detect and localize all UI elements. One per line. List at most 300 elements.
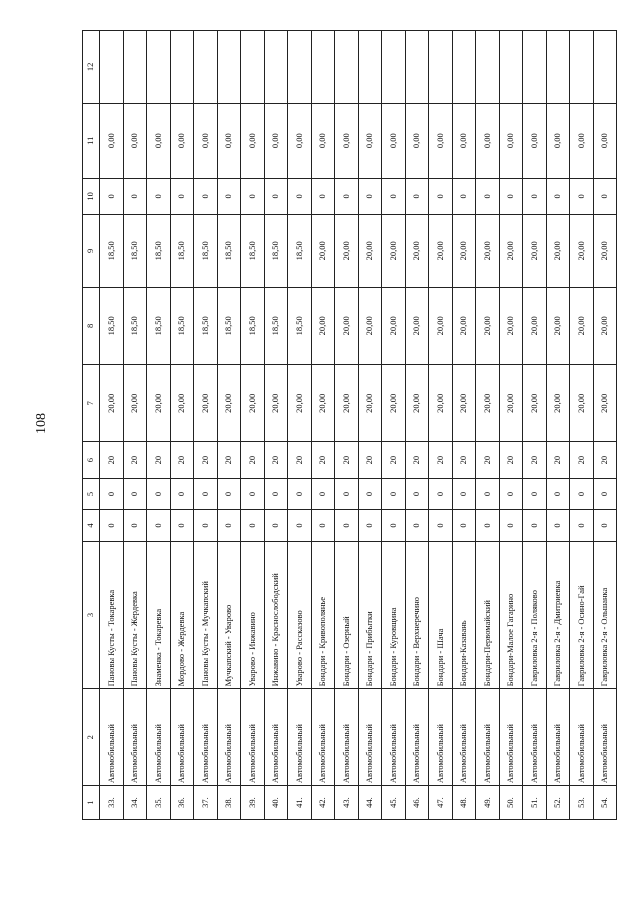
table-cell: Пановы Кусты - Токаревка xyxy=(100,541,124,689)
table-cell: 53. xyxy=(570,786,594,820)
table-cell: 0 xyxy=(264,178,288,214)
table-cell: 0 xyxy=(170,478,194,509)
table-cell: 0 xyxy=(499,510,523,541)
table-cell: Автомобильный xyxy=(499,689,523,786)
table-cell: 0 xyxy=(499,478,523,509)
table-cell: 20,00 xyxy=(288,365,312,442)
table-cell: 20,00 xyxy=(311,215,335,288)
table-cell: 20,00 xyxy=(335,287,359,364)
table-cell: 0 xyxy=(382,510,406,541)
table-cell: 0 xyxy=(217,478,241,509)
table-cell: 0,00 xyxy=(100,103,124,178)
table-cell: 0,00 xyxy=(217,103,241,178)
table-cell: Бондари - Кривополянье xyxy=(311,541,335,689)
table-cell: 0,00 xyxy=(429,103,453,178)
table-row xyxy=(523,31,547,820)
table-row xyxy=(593,31,617,820)
table-cell xyxy=(593,31,617,104)
table-cell: 20,00 xyxy=(452,287,476,364)
table-cell: 0 xyxy=(311,178,335,214)
table-header-row xyxy=(83,31,100,820)
table-cell: 20,00 xyxy=(358,215,382,288)
table-cell: 0 xyxy=(170,178,194,214)
table-cell: 0 xyxy=(593,478,617,509)
table-cell: Бондари-Малое Гагарино xyxy=(499,541,523,689)
table-cell: Гавриловка 2-я - Поляково xyxy=(523,541,547,689)
table-cell: 0,00 xyxy=(335,103,359,178)
table-cell xyxy=(100,31,124,104)
table-cell: 0 xyxy=(123,178,147,214)
table-cell: 20,00 xyxy=(147,365,171,442)
table-cell: 0 xyxy=(170,510,194,541)
table-cell xyxy=(170,31,194,104)
table-cell: 20,00 xyxy=(476,215,500,288)
table-cell: 18,50 xyxy=(123,215,147,288)
table-cell: Бондари - Верхнеречино xyxy=(405,541,429,689)
table-cell: Гавриловка 2-я - Осино-Гай xyxy=(570,541,594,689)
table-cell: 20,00 xyxy=(123,365,147,442)
table-cell: 20,00 xyxy=(546,215,570,288)
table-cell xyxy=(523,31,547,104)
table-cell: 20 xyxy=(429,442,453,478)
table-cell: 20 xyxy=(570,442,594,478)
table-cell: 39. xyxy=(241,786,265,820)
table-cell: Бондари - Прибытки xyxy=(358,541,382,689)
table-cell xyxy=(194,31,218,104)
table-cell: 20,00 xyxy=(264,365,288,442)
table-cell xyxy=(147,31,171,104)
table-row xyxy=(288,31,312,820)
table-cell: 0 xyxy=(311,510,335,541)
table-cell xyxy=(311,31,335,104)
table-cell: 18,50 xyxy=(170,215,194,288)
table-cell: 0 xyxy=(570,478,594,509)
table-cell: 20,00 xyxy=(546,365,570,442)
table-cell: 0 xyxy=(217,510,241,541)
table-cell xyxy=(288,31,312,104)
table-cell: 20 xyxy=(593,442,617,478)
table-cell: 20,00 xyxy=(217,365,241,442)
table-cell: 18,50 xyxy=(241,215,265,288)
table-cell: 20,00 xyxy=(405,215,429,288)
table-cell xyxy=(499,31,523,104)
table-cell: 20,00 xyxy=(499,287,523,364)
table-cell: 0 xyxy=(288,510,312,541)
table-cell: 43. xyxy=(335,786,359,820)
table-cell: 0 xyxy=(194,510,218,541)
table-cell: 0,00 xyxy=(499,103,523,178)
table-cell: 0 xyxy=(264,478,288,509)
table-cell: Автомобильный xyxy=(217,689,241,786)
table-cell: 0,00 xyxy=(123,103,147,178)
table-cell: 18,50 xyxy=(194,215,218,288)
table-cell: 0 xyxy=(523,178,547,214)
table-cell: 0 xyxy=(288,178,312,214)
table-cell: Автомобильный xyxy=(570,689,594,786)
table-body xyxy=(100,31,617,820)
table-cell: 0 xyxy=(382,178,406,214)
table-cell: 36. xyxy=(170,786,194,820)
table-cell xyxy=(358,31,382,104)
table-cell: Бондари - Куровщина xyxy=(382,541,406,689)
table-cell: 0 xyxy=(405,178,429,214)
column-header: 9 xyxy=(83,215,100,288)
table-cell: 20 xyxy=(194,442,218,478)
table-cell: 0 xyxy=(476,178,500,214)
table-cell: 0,00 xyxy=(311,103,335,178)
table-cell: 52. xyxy=(546,786,570,820)
table-row xyxy=(570,31,594,820)
table-row xyxy=(546,31,570,820)
table-cell: 0 xyxy=(546,478,570,509)
table-cell: 18,50 xyxy=(194,287,218,364)
table-cell: 20 xyxy=(288,442,312,478)
rotated-table-container xyxy=(82,30,617,820)
table-cell: 20,00 xyxy=(429,365,453,442)
table-cell xyxy=(217,31,241,104)
table-cell: 20,00 xyxy=(335,215,359,288)
table-cell: 0 xyxy=(241,510,265,541)
table-cell: 0,00 xyxy=(241,103,265,178)
table-cell xyxy=(546,31,570,104)
table-cell: 20,00 xyxy=(523,365,547,442)
table-cell: Пановы Кусты - Мучкапский xyxy=(194,541,218,689)
table-cell: 20 xyxy=(311,442,335,478)
table-cell: Автомобильный xyxy=(476,689,500,786)
table-cell: 18,50 xyxy=(264,287,288,364)
table-cell: 20 xyxy=(217,442,241,478)
table-cell: 0 xyxy=(405,510,429,541)
table-cell: Автомобильный xyxy=(194,689,218,786)
table-cell: 20 xyxy=(523,442,547,478)
column-header: 3 xyxy=(83,541,100,689)
table-cell: Бондари-Казавань xyxy=(452,541,476,689)
column-header: 1 xyxy=(83,786,100,820)
table-cell: 20,00 xyxy=(358,287,382,364)
table-cell: 20,00 xyxy=(476,287,500,364)
table-cell: 0 xyxy=(264,510,288,541)
table-cell: 0,00 xyxy=(358,103,382,178)
column-header: 7 xyxy=(83,365,100,442)
column-header: 8 xyxy=(83,287,100,364)
page-number: 108 xyxy=(34,413,49,434)
table-cell: 0 xyxy=(194,478,218,509)
table-cell: Автомобильный xyxy=(335,689,359,786)
table-cell: 54. xyxy=(593,786,617,820)
table-cell: 35. xyxy=(147,786,171,820)
table-cell: 20,00 xyxy=(570,365,594,442)
table-cell: Мордово - Жердевка xyxy=(170,541,194,689)
table-cell: 0 xyxy=(147,478,171,509)
table-cell: 0 xyxy=(570,178,594,214)
table-cell: Автомобильный xyxy=(288,689,312,786)
table-cell: 0 xyxy=(123,478,147,509)
table-cell: 0 xyxy=(100,510,124,541)
table-cell: 18,50 xyxy=(147,287,171,364)
table-cell: 20,00 xyxy=(100,365,124,442)
table-cell: 0,00 xyxy=(170,103,194,178)
table-cell: 20,00 xyxy=(523,215,547,288)
table-cell: 18,50 xyxy=(123,287,147,364)
column-header: 2 xyxy=(83,689,100,786)
table-cell: 18,50 xyxy=(100,215,124,288)
table-cell xyxy=(570,31,594,104)
table-cell: 20,00 xyxy=(170,365,194,442)
table-cell: 0 xyxy=(429,178,453,214)
table-cell: 20 xyxy=(476,442,500,478)
column-header: 10 xyxy=(83,178,100,214)
table-cell: 0 xyxy=(499,178,523,214)
table-cell: 0 xyxy=(429,510,453,541)
table-cell: 20,00 xyxy=(311,287,335,364)
table-cell: 0,00 xyxy=(382,103,406,178)
table-cell: 44. xyxy=(358,786,382,820)
table-cell: Автомобильный xyxy=(429,689,453,786)
table-cell: 0 xyxy=(147,510,171,541)
table-cell: 20,00 xyxy=(476,365,500,442)
table-row xyxy=(264,31,288,820)
table-cell: 20,00 xyxy=(358,365,382,442)
table-cell: 0,00 xyxy=(264,103,288,178)
table-row xyxy=(170,31,194,820)
table-cell: 0 xyxy=(335,510,359,541)
table-cell: 20,00 xyxy=(593,215,617,288)
table-cell: 20,00 xyxy=(570,215,594,288)
table-cell: 45. xyxy=(382,786,406,820)
table-cell: 20,00 xyxy=(194,365,218,442)
table-cell: Автомобильный xyxy=(523,689,547,786)
table-cell: Автомобильный xyxy=(264,689,288,786)
table-row xyxy=(382,31,406,820)
table-row xyxy=(405,31,429,820)
table-cell: 0 xyxy=(476,510,500,541)
table-cell xyxy=(452,31,476,104)
column-header: 12 xyxy=(83,31,100,104)
table-cell xyxy=(476,31,500,104)
table-cell: 0,00 xyxy=(476,103,500,178)
table-cell: 20,00 xyxy=(429,215,453,288)
table-cell: 20,00 xyxy=(593,365,617,442)
table-cell: 18,50 xyxy=(264,215,288,288)
column-header: 5 xyxy=(83,478,100,509)
table-cell: 0,00 xyxy=(452,103,476,178)
table-cell: 0 xyxy=(452,510,476,541)
table-cell: 20,00 xyxy=(382,287,406,364)
table-row xyxy=(358,31,382,820)
table-row xyxy=(335,31,359,820)
table-cell: Бондари-Первомайский xyxy=(476,541,500,689)
table-cell: 0,00 xyxy=(194,103,218,178)
table-cell: 20 xyxy=(170,442,194,478)
table-cell: Уварово - Рассказово xyxy=(288,541,312,689)
table-cell: 0 xyxy=(382,478,406,509)
table-cell: 0 xyxy=(217,178,241,214)
table-cell: 0,00 xyxy=(523,103,547,178)
table-cell: Бондари - Шача xyxy=(429,541,453,689)
table-cell xyxy=(123,31,147,104)
table-cell: 38. xyxy=(217,786,241,820)
table-row xyxy=(499,31,523,820)
table-cell: Инжавино - Краснослободский xyxy=(264,541,288,689)
table-cell: 20 xyxy=(546,442,570,478)
column-header: 6 xyxy=(83,442,100,478)
table-cell: 20,00 xyxy=(429,287,453,364)
table-cell xyxy=(382,31,406,104)
table-cell: 0 xyxy=(335,478,359,509)
table-cell: 0 xyxy=(123,510,147,541)
table-cell: 20,00 xyxy=(452,215,476,288)
table-row xyxy=(429,31,453,820)
table-cell: Гавриловка 2-я - Дмитриевка xyxy=(546,541,570,689)
table-cell: 0 xyxy=(546,510,570,541)
table-cell: 0,00 xyxy=(546,103,570,178)
table-row xyxy=(100,31,124,820)
table-cell: 20 xyxy=(405,442,429,478)
table-cell: 20,00 xyxy=(311,365,335,442)
table-cell: Автомобильный xyxy=(311,689,335,786)
table-cell: 50. xyxy=(499,786,523,820)
table-cell: Гавриловка 2-я - Ольшанка xyxy=(593,541,617,689)
table-cell: Автомобильный xyxy=(358,689,382,786)
table-cell: 0 xyxy=(335,178,359,214)
table-cell: 20,00 xyxy=(452,365,476,442)
table-cell: Бондари - Озерный xyxy=(335,541,359,689)
table-cell: 0 xyxy=(147,178,171,214)
table-cell: 20 xyxy=(382,442,406,478)
table-cell: 20,00 xyxy=(335,365,359,442)
table-cell: 0,00 xyxy=(593,103,617,178)
table-cell: Мучкапский - Уварово xyxy=(217,541,241,689)
table-cell: 20 xyxy=(499,442,523,478)
table-cell: 0 xyxy=(358,178,382,214)
table-cell: 18,50 xyxy=(288,287,312,364)
table-cell: 49. xyxy=(476,786,500,820)
table-cell xyxy=(264,31,288,104)
table-row xyxy=(217,31,241,820)
table-cell: 20,00 xyxy=(523,287,547,364)
table-cell: Автомобильный xyxy=(405,689,429,786)
table-cell: 20 xyxy=(452,442,476,478)
table-cell: 20 xyxy=(335,442,359,478)
table-cell: 0 xyxy=(593,510,617,541)
table-cell: 20,00 xyxy=(570,287,594,364)
table-cell: 42. xyxy=(311,786,335,820)
table-cell: 0 xyxy=(100,478,124,509)
table-cell: 20,00 xyxy=(382,365,406,442)
table-cell: 34. xyxy=(123,786,147,820)
table-cell xyxy=(429,31,453,104)
table-cell: 0 xyxy=(570,510,594,541)
table-cell: 0 xyxy=(288,478,312,509)
table-cell: 37. xyxy=(194,786,218,820)
table-cell: 0 xyxy=(452,178,476,214)
table-cell: 18,50 xyxy=(217,215,241,288)
table-cell: 41. xyxy=(288,786,312,820)
table-cell: 18,50 xyxy=(170,287,194,364)
table-cell: 0 xyxy=(546,178,570,214)
table-cell: 0 xyxy=(311,478,335,509)
table-cell: 0 xyxy=(452,478,476,509)
table-cell: 20,00 xyxy=(405,287,429,364)
table-cell: 18,50 xyxy=(147,215,171,288)
table-cell: 20,00 xyxy=(382,215,406,288)
table-row xyxy=(476,31,500,820)
table-cell: 18,50 xyxy=(217,287,241,364)
table-cell: 0,00 xyxy=(570,103,594,178)
table-cell xyxy=(405,31,429,104)
table-cell: 20 xyxy=(100,442,124,478)
table-row xyxy=(311,31,335,820)
table-row xyxy=(123,31,147,820)
table-cell: 0 xyxy=(405,478,429,509)
table-cell: Пановы Кусты - Жердевка xyxy=(123,541,147,689)
table-cell: Автомобильный xyxy=(123,689,147,786)
table-cell: 20,00 xyxy=(499,365,523,442)
table-cell: 0 xyxy=(358,510,382,541)
table-cell: Уварово - Инжавино xyxy=(241,541,265,689)
table-cell: 20,00 xyxy=(546,287,570,364)
table-cell: 20 xyxy=(264,442,288,478)
table-cell: Автомобильный xyxy=(546,689,570,786)
table-cell: 0 xyxy=(523,478,547,509)
table-cell: 20 xyxy=(358,442,382,478)
table-cell: 18,50 xyxy=(241,287,265,364)
table-row xyxy=(241,31,265,820)
table-cell: 18,50 xyxy=(100,287,124,364)
table-cell: 20,00 xyxy=(499,215,523,288)
table-row xyxy=(147,31,171,820)
table-cell: 20 xyxy=(241,442,265,478)
table-cell: Знаменка - Токаревка xyxy=(147,541,171,689)
table-cell: 48. xyxy=(452,786,476,820)
table-cell: 0 xyxy=(358,478,382,509)
table-cell: 0,00 xyxy=(288,103,312,178)
table-row xyxy=(452,31,476,820)
table-cell: 0 xyxy=(241,478,265,509)
table-cell: Автомобильный xyxy=(382,689,406,786)
table-cell: 0,00 xyxy=(147,103,171,178)
table-cell: 40. xyxy=(264,786,288,820)
table-cell: 18,50 xyxy=(288,215,312,288)
table-cell: Автомобильный xyxy=(100,689,124,786)
table-cell: Автомобильный xyxy=(170,689,194,786)
table-cell xyxy=(335,31,359,104)
table-cell: 20,00 xyxy=(405,365,429,442)
table-cell: 0 xyxy=(241,178,265,214)
table-cell: 0 xyxy=(429,478,453,509)
table-cell: Автомобильный xyxy=(241,689,265,786)
table-cell: 0 xyxy=(476,478,500,509)
table-cell: 0,00 xyxy=(405,103,429,178)
table-cell: 20 xyxy=(123,442,147,478)
transport-routes-table xyxy=(82,30,617,820)
table-cell: 46. xyxy=(405,786,429,820)
table-cell: 0 xyxy=(100,178,124,214)
table-cell: 0 xyxy=(523,510,547,541)
table-cell: 0 xyxy=(593,178,617,214)
column-header: 4 xyxy=(83,510,100,541)
table-cell: Автомобильный xyxy=(452,689,476,786)
table-cell: Автомобильный xyxy=(147,689,171,786)
table-cell: 0 xyxy=(194,178,218,214)
table-row xyxy=(194,31,218,820)
table-cell: 20 xyxy=(147,442,171,478)
column-header: 11 xyxy=(83,103,100,178)
table-cell: 47. xyxy=(429,786,453,820)
table-cell: 33. xyxy=(100,786,124,820)
table-cell: 51. xyxy=(523,786,547,820)
table-cell: Автомобильный xyxy=(593,689,617,786)
